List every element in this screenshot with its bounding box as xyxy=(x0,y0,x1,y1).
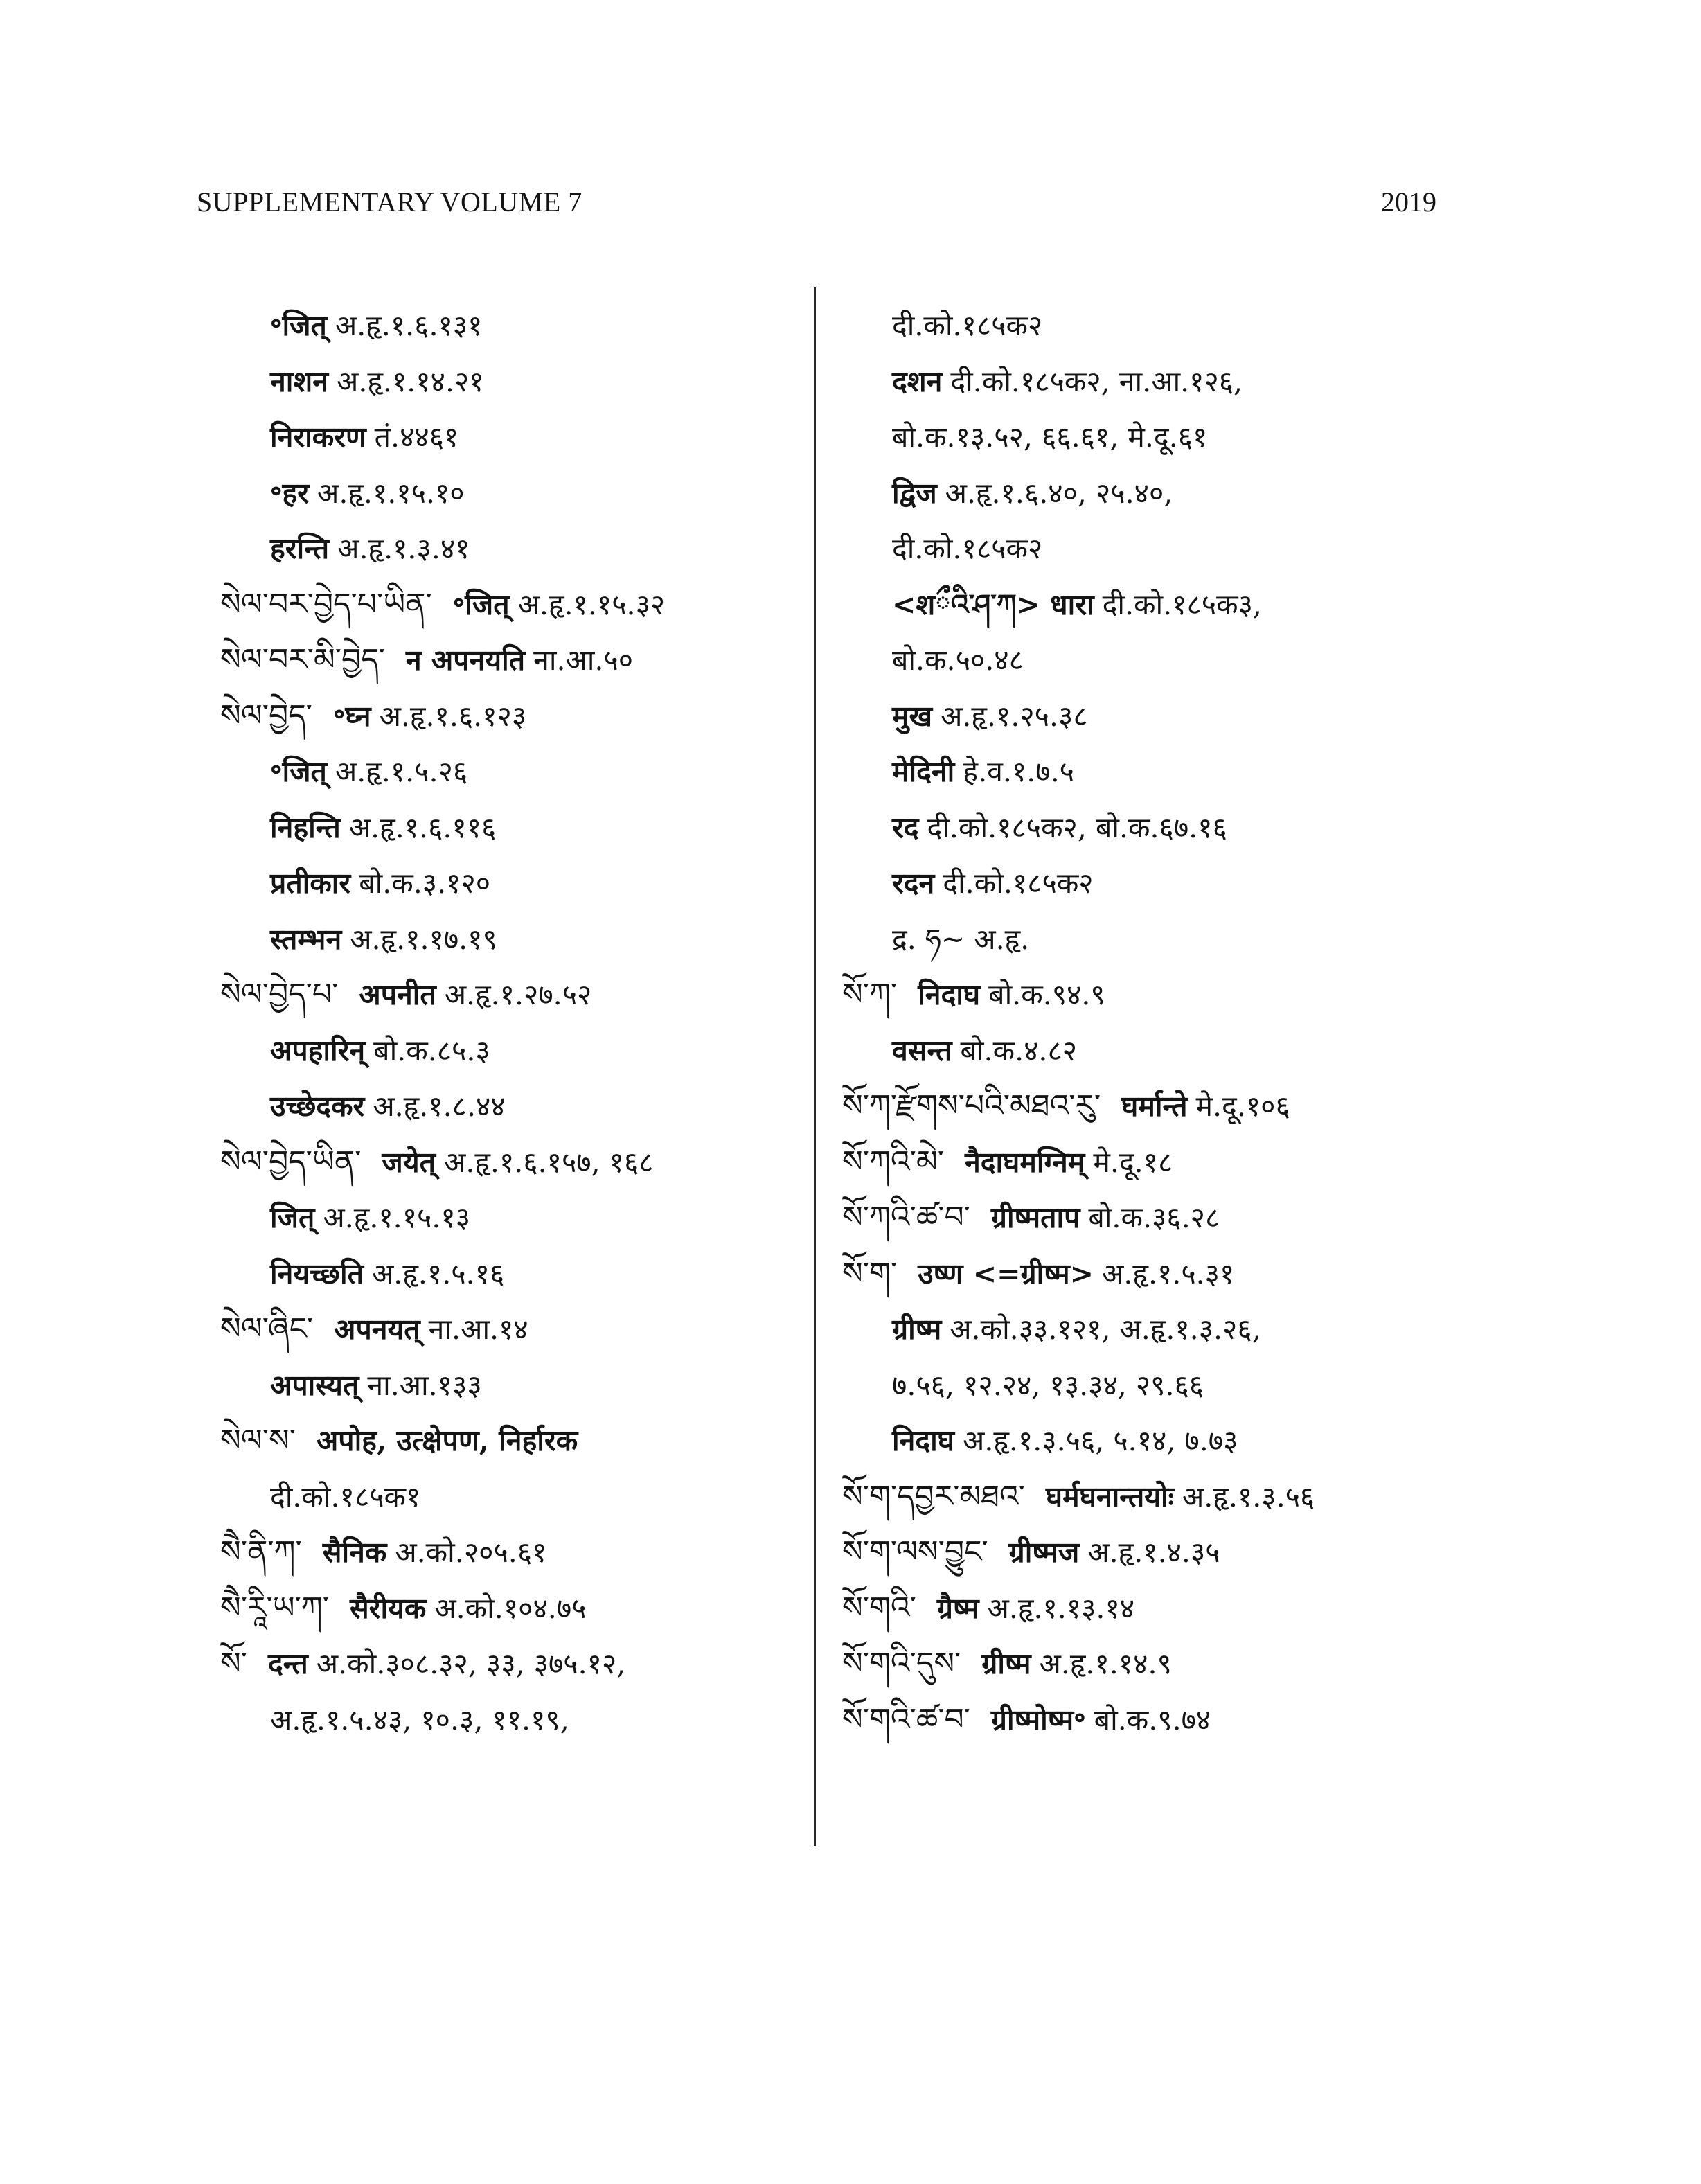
dictionary-headword-entry xyxy=(220,689,802,745)
dictionary-subentry xyxy=(220,855,802,912)
dictionary-subentry xyxy=(220,409,802,465)
source-reference: अ.हृ.१.२७.५२ xyxy=(444,978,592,1011)
sanskrit-term: जयेत् xyxy=(382,1145,436,1179)
source-reference: मे.दू.१८ xyxy=(1093,1145,1173,1179)
source-reference: अ.को.२०५.६१ xyxy=(395,1536,547,1569)
tibetan-headword: སོ་གའི་ xyxy=(842,1590,916,1626)
sanskrit-term: रदन xyxy=(892,867,935,900)
dictionary-headword-entry xyxy=(220,1581,802,1637)
left-column xyxy=(220,298,802,1748)
dictionary-subentry xyxy=(842,1023,1493,1079)
sanskrit-term: ग्रीष्म xyxy=(892,1313,942,1346)
sanskrit-term: वसन्त xyxy=(892,1033,952,1067)
sanskrit-term: मुख xyxy=(892,699,933,733)
sanskrit-term: मेदिनी xyxy=(892,755,955,788)
source-reference: ना.आ.१४ xyxy=(428,1313,528,1346)
sanskrit-term: निदाघ xyxy=(918,978,981,1011)
tibetan-headword: སོ་ xyxy=(220,1646,247,1681)
source-reference: ना.आ.५० xyxy=(533,643,634,677)
sanskrit-term: ग्रीष्मोष्म॰ xyxy=(990,1703,1086,1737)
sanskrit-term: ग्रीष्मज xyxy=(1008,1536,1080,1569)
sanskrit-term: ॰हर xyxy=(270,476,310,510)
sanskrit-term: घर्मघनान्तयोः xyxy=(1045,1480,1174,1513)
dictionary-subentry xyxy=(220,354,802,410)
source-reference: बो.क.८५.३ xyxy=(373,1033,490,1067)
dictionary-headword-entry xyxy=(842,967,1493,1023)
dictionary-subentry xyxy=(842,409,1493,465)
running-head: SUPPLEMENTARY VOLUME 7 xyxy=(197,186,582,217)
dictionary-subentry xyxy=(220,800,802,856)
dictionary-headword-entry xyxy=(842,1078,1493,1135)
sanskrit-term: अपोह, उत्क्षेपण, निर्हारक xyxy=(316,1424,578,1457)
source-reference: अ.हृ.१.४.३५ xyxy=(1087,1536,1220,1569)
tibetan-headword: སོ་ཀའི་མེ་ xyxy=(842,1144,945,1180)
sanskrit-term: नियच्छति xyxy=(270,1257,364,1290)
dictionary-subentry xyxy=(842,1302,1493,1358)
source-reference: दी.को.१८५क२ xyxy=(892,309,1043,342)
tibetan-headword: སེལ་བར་བྱེད་པ་ཡིན་ xyxy=(220,586,432,622)
sanskrit-term: अपनयत् xyxy=(334,1313,420,1346)
dictionary-subentry xyxy=(220,298,802,354)
tibetan-headword: སེལ་བར་མི་བྱེད་ xyxy=(220,642,385,677)
sanskrit-term: हरन्ति xyxy=(270,532,330,565)
dictionary-subentry xyxy=(842,521,1493,577)
source-reference: अ.को.३३.१२१, अ.हृ.१.३.२६, xyxy=(950,1313,1261,1346)
source-reference: अ.हृ.१.१३.१४ xyxy=(987,1591,1135,1625)
source-reference: अ.हृ.१.६.११६ xyxy=(348,810,497,844)
source-reference: ना.आ.१३३ xyxy=(367,1368,482,1402)
sanskrit-term: दशन xyxy=(892,364,943,398)
sanskrit-term: <शྀའི་ཤ་ཀ> धारा xyxy=(892,587,1094,621)
dictionary-subentry xyxy=(842,1413,1493,1469)
source-reference: मे.दू.१०६ xyxy=(1195,1090,1290,1123)
tibetan-headword: སེལ་བྱེད་ xyxy=(220,698,312,734)
sanskrit-term: दन्त xyxy=(267,1647,308,1680)
tibetan-headword: སོ་ག་ལས་བྱུང་ xyxy=(842,1534,988,1570)
sanskrit-term: नैदाघमग्निम् xyxy=(965,1145,1085,1179)
sanskrit-term: उच्छेदकर xyxy=(270,1090,365,1123)
dictionary-headword-entry xyxy=(842,1246,1493,1302)
source-reference: बो.क.९४.९ xyxy=(988,978,1105,1011)
source-reference: बो.क.५०.४८ xyxy=(892,643,1024,677)
source-reference: अ.हृ.१.२५.३८ xyxy=(941,699,1088,733)
source-reference: बो.क.३.१२० xyxy=(359,867,491,900)
sanskrit-term: ॰जित् xyxy=(270,309,327,342)
sanskrit-term: रद xyxy=(892,810,919,844)
dictionary-headword-entry xyxy=(220,967,802,1023)
dictionary-headword-entry xyxy=(842,1190,1493,1246)
dictionary-headword-entry xyxy=(220,1135,802,1191)
source-reference: बो.क.९.७४ xyxy=(1094,1703,1211,1737)
sanskrit-term: निदाघ xyxy=(892,1424,954,1457)
sanskrit-term: द्विज xyxy=(892,476,937,510)
source-reference: अ.हृ.१.१५.१३ xyxy=(323,1201,471,1234)
source-reference: द्र. ཧ~ अ.हृ. xyxy=(892,922,1030,956)
dictionary-headword-entry xyxy=(842,1525,1493,1581)
sanskrit-term: अपनीत xyxy=(359,978,436,1011)
dictionary-subentry xyxy=(220,1078,802,1135)
source-reference: अ.हृ.१.१५.३२ xyxy=(517,587,666,621)
dictionary-headword-entry xyxy=(220,1525,802,1581)
tibetan-headword: སོ་ཀ་རྫོགས་པའི་མཐའ་རུ་ xyxy=(842,1088,1101,1124)
sanskrit-term: अपहारिन् xyxy=(270,1033,366,1067)
source-reference: दी.को.१८५क२ xyxy=(943,867,1094,900)
dictionary-subentry xyxy=(220,744,802,800)
source-reference: अ.हृ.१.५.४३, १०.३, ११.१९, xyxy=(270,1703,569,1737)
sanskrit-term: निहन्ति xyxy=(270,810,341,844)
tibetan-headword: སོ་གའི་དུས་ xyxy=(842,1646,961,1681)
source-reference: अ.हृ.१.३.४१ xyxy=(337,532,470,565)
column-divider xyxy=(814,287,816,1846)
dictionary-subentry xyxy=(842,577,1493,633)
dictionary-subentry xyxy=(842,744,1493,800)
sanskrit-term: सैरीयक xyxy=(349,1591,427,1625)
right-column xyxy=(842,298,1493,1748)
source-reference: बो.क.४.८२ xyxy=(960,1033,1078,1067)
source-reference: अ.हृ.१.६.४०, २५.४०, xyxy=(945,476,1173,510)
dictionary-subentry xyxy=(842,632,1493,689)
sanskrit-term: ॰जित् xyxy=(452,587,510,621)
dictionary-headword-entry xyxy=(842,1581,1493,1637)
sanskrit-term: सैनिक xyxy=(322,1536,387,1569)
source-reference: अ.हृ.१.६.१२३ xyxy=(379,699,527,733)
dictionary-subentry xyxy=(220,521,802,577)
dictionary-subentry xyxy=(842,354,1493,410)
tibetan-headword: སཻ་ནི་ཀ་ xyxy=(220,1534,302,1570)
tibetan-headword: སེལ་ཞིང་ xyxy=(220,1311,314,1347)
sanskrit-term: अपास्यत् xyxy=(270,1368,359,1402)
source-reference: अ.हृ.१.५.३१ xyxy=(1102,1257,1235,1290)
tibetan-headword: སེལ་བྱེད་ཡིན་ xyxy=(220,1144,362,1180)
tibetan-headword: སོ་གའི་ཚ་བ་ xyxy=(842,1701,970,1737)
tibetan-headword: སོ་ག་ xyxy=(842,1255,898,1291)
source-reference: अ.को.१०४.७५ xyxy=(434,1591,587,1625)
tibetan-headword: སཻ་རཱི་ཡ་ཀ་ xyxy=(220,1590,329,1626)
source-reference: अ.हृ.१.५.१६ xyxy=(371,1257,505,1290)
sanskrit-term: ग्रीष्म xyxy=(981,1647,1031,1680)
tibetan-headword: སོ་ཀ་ xyxy=(842,977,898,1012)
dictionary-headword-entry xyxy=(220,1636,802,1692)
source-reference: दी.को.१८५क२ xyxy=(892,532,1043,565)
tibetan-headword: སེལ་བྱེད་པ་ xyxy=(220,977,339,1012)
source-reference: अ.हृ.१.१७.१९ xyxy=(350,922,497,956)
source-reference: अ.हृ.१.३.५६, ५.१४, ७.७३ xyxy=(963,1424,1238,1457)
sanskrit-term: स्तम्भन xyxy=(270,922,342,956)
dictionary-subentry xyxy=(842,689,1493,745)
dictionary-headword-entry xyxy=(842,1636,1493,1692)
dictionary-subentry xyxy=(220,1190,802,1246)
dictionary-subentry xyxy=(842,855,1493,912)
dictionary-subentry xyxy=(220,1692,802,1748)
dictionary-subentry xyxy=(842,800,1493,856)
sanskrit-term: प्रतीकार xyxy=(270,867,351,900)
tibetan-headword: སོ་ག་དབྱར་མཐའ་ xyxy=(842,1478,1025,1514)
dictionary-subentry xyxy=(842,298,1493,354)
dictionary-headword-entry xyxy=(220,1413,802,1469)
sanskrit-term: नाशन xyxy=(270,364,329,398)
source-reference: अ.को.३०८.३२, ३३, ३७५.१२, xyxy=(316,1647,626,1680)
source-reference: अ.हृ.१.३.५६ xyxy=(1182,1480,1315,1513)
source-reference: अ.हृ.१.१४.९ xyxy=(1039,1647,1172,1680)
source-reference: अ.हृ.१.१५.१० xyxy=(317,476,465,510)
sanskrit-term: ॰घ्न xyxy=(332,699,371,733)
dictionary-subentry xyxy=(220,1469,802,1525)
dictionary-subentry xyxy=(220,1023,802,1079)
dictionary-subentry xyxy=(220,465,802,522)
sanskrit-term: ग्रीष्मताप xyxy=(990,1201,1080,1234)
page-header xyxy=(197,186,1436,227)
source-reference: दी.को.१८५क३, xyxy=(1102,587,1262,621)
dictionary-headword-entry xyxy=(842,1469,1493,1525)
source-reference: अ.हृ.१.५.२६ xyxy=(335,755,468,788)
source-reference: अ.हृ.१.६.१३१ xyxy=(335,309,483,342)
sanskrit-term: उष्ण <=ग्रीष्म> xyxy=(918,1257,1094,1290)
source-reference: हे.व.१.७.५ xyxy=(963,755,1074,788)
source-reference: दी.को.१८५क१ xyxy=(270,1480,421,1513)
page-number: 2019 xyxy=(1381,186,1436,217)
source-reference: ७.५६, १२.२४, १३.३४, २९.६६ xyxy=(892,1368,1204,1402)
dictionary-headword-entry xyxy=(842,1692,1493,1748)
source-reference: अ.हृ.१.६.१५७, १६८ xyxy=(444,1145,654,1179)
dictionary-subentry xyxy=(842,912,1493,968)
sanskrit-term: न अपनयति xyxy=(405,643,526,677)
source-reference: तं.४४६१ xyxy=(374,420,459,454)
source-reference: बो.क.३६.२८ xyxy=(1088,1201,1220,1234)
dictionary-subentry xyxy=(842,465,1493,522)
sanskrit-term: ॰जित् xyxy=(270,755,327,788)
dictionary-headword-entry xyxy=(220,577,802,633)
source-reference: दी.को.१८५क२, बो.क.६७.१६ xyxy=(927,810,1227,844)
source-reference: दी.को.१८५क२, ना.आ.१२६, xyxy=(950,364,1243,398)
sanskrit-term: ग्रैष्म xyxy=(936,1591,979,1625)
source-reference: अ.हृ.१.१४.२१ xyxy=(337,364,484,398)
tibetan-headword: སེལ་ས་ xyxy=(220,1423,296,1458)
source-reference: बो.क.१३.५२, ६६.६१, मे.दू.६१ xyxy=(892,420,1208,454)
sanskrit-term: जित् xyxy=(270,1201,315,1234)
dictionary-subentry xyxy=(220,912,802,968)
dictionary-subentry xyxy=(842,1358,1493,1414)
tibetan-headword: སོ་ཀའི་ཚ་བ་ xyxy=(842,1200,970,1235)
dictionary-subentry xyxy=(220,1358,802,1414)
dictionary-headword-entry xyxy=(220,1302,802,1358)
dictionary-subentry xyxy=(220,1246,802,1302)
dictionary-headword-entry xyxy=(842,1135,1493,1191)
source-reference: अ.हृ.१.८.४४ xyxy=(373,1090,506,1123)
sanskrit-term: निराकरण xyxy=(270,420,366,454)
dictionary-headword-entry xyxy=(220,632,802,689)
sanskrit-term: घर्मान्ते xyxy=(1121,1090,1188,1123)
